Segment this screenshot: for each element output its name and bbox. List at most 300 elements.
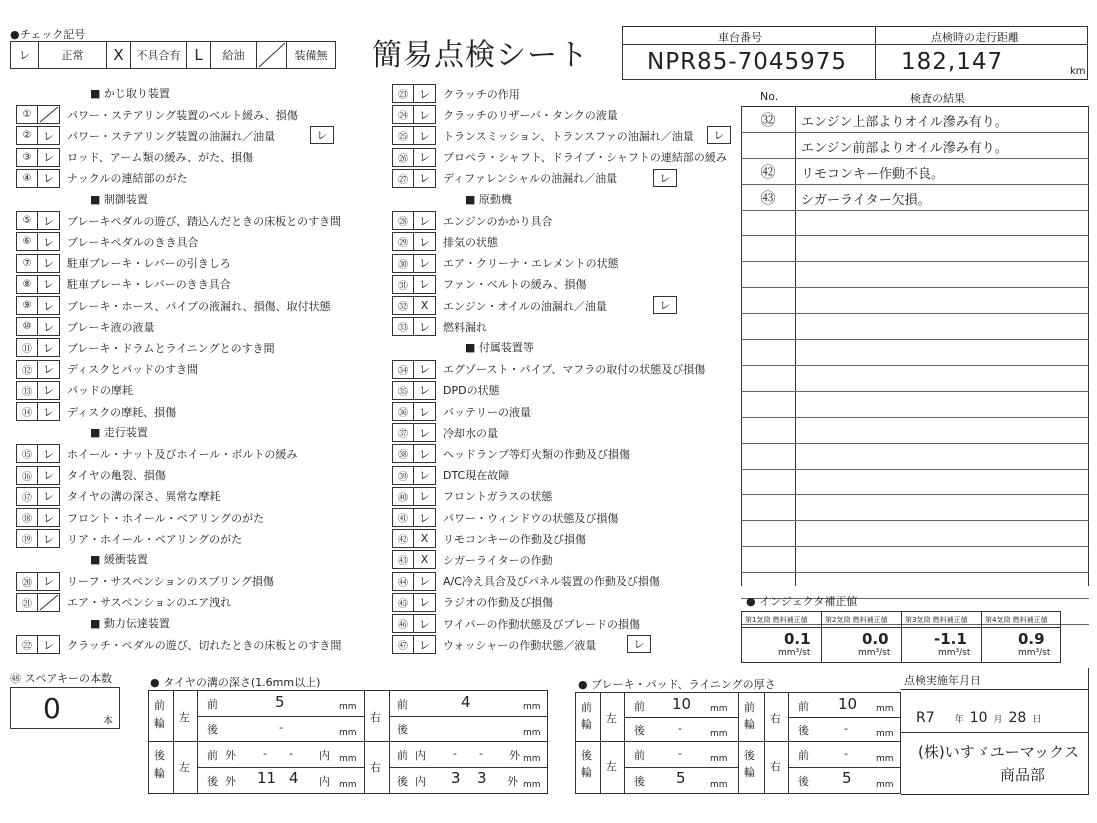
item-text: 燃料漏れ <box>443 320 487 334</box>
results-row <box>741 288 1089 314</box>
item-check-mark: レ <box>414 232 436 251</box>
item-text: ウォッシャーの作動状態／液量 <box>443 638 597 652</box>
results-row <box>741 470 1089 496</box>
results-row <box>741 159 1089 185</box>
spare-key-value: 0 <box>43 692 61 725</box>
brake-fl-back-value: - <box>678 722 682 735</box>
item-text: タイヤの溝の深さ、異常な摩耗 <box>67 490 221 504</box>
results-row <box>741 366 1089 392</box>
item-text: リーフ・サスペンションのスプリング損傷 <box>67 575 274 589</box>
item-number: ① <box>16 105 38 124</box>
mid-checklist-row <box>392 231 498 252</box>
item-text: ロッド、アーム類の緩み、がた、損傷 <box>67 151 254 165</box>
results-row <box>741 418 1089 444</box>
item-number: ㉔ <box>392 105 414 124</box>
tire-fl-side: 左 <box>179 711 190 724</box>
item-number: ⑫ <box>16 360 38 379</box>
item-check-mark: レ <box>414 275 436 294</box>
tire-front-label: 前輪 <box>154 699 165 730</box>
results-row <box>741 444 1089 470</box>
brake-rl-back-label: 後 <box>634 775 645 788</box>
tire-rr-front-outer-label: 外 <box>509 749 520 762</box>
company-name: (株)いすゞユーマックス <box>918 743 1079 761</box>
left-checklist-row <box>16 337 275 358</box>
item-text: ホイール・ナット及びホイール・ボルトの緩み <box>67 447 298 461</box>
tire-rl-back-mm: mm <box>339 780 357 790</box>
brake-rr-back-mm: mm <box>876 780 894 790</box>
tire-rr-back-mm: mm <box>523 780 541 790</box>
item-text: エグゾースト・パイプ、マフラの取付の状態及び損傷 <box>443 363 706 377</box>
item-check-mark: レ <box>38 275 60 294</box>
tire-rr-back-inner-label: 内 <box>415 775 426 788</box>
tire-fl-back-value: - <box>279 721 283 734</box>
item-number: ㉚ <box>392 254 414 273</box>
item-check-mark: レ <box>38 126 60 145</box>
mid-checklist-row <box>392 274 586 295</box>
date-day-unit: 日 <box>1032 715 1042 725</box>
item-number: ⑯ <box>16 466 38 485</box>
brake-fr-back-label: 後 <box>798 724 809 737</box>
injector-unit-3: mm³/st <box>938 648 971 658</box>
tire-rl-front-outer-value: - <box>263 747 267 760</box>
item-number: ㊵ <box>392 487 414 506</box>
injector-label-4: 第4気筒 燃料補正値 <box>985 616 1048 624</box>
tire-title: ● タイヤの溝の深さ(1.6mm以上) <box>150 676 321 689</box>
item-check-mark: レ <box>414 126 436 145</box>
mid-checklist-row <box>392 507 618 528</box>
item-check-mark: レ <box>414 614 436 633</box>
item-number: ⑨ <box>16 296 38 315</box>
item-number: ③ <box>16 148 38 167</box>
legend-box <box>10 41 336 69</box>
left-checklist-row <box>16 634 341 655</box>
item-check-mark: レ <box>414 360 436 379</box>
item-number: ㊸ <box>392 550 414 569</box>
results-row <box>741 340 1089 366</box>
item-check-mark: レ <box>38 444 60 463</box>
item-check-mark: レ <box>38 317 60 336</box>
results-row-no: ㉜ <box>760 110 776 129</box>
item-check-mark: レ <box>414 508 436 527</box>
left-section-heading: ■ 制御装置 <box>90 193 148 206</box>
mid-checklist-row <box>392 147 727 168</box>
tire-rr-back-inner-value: 3 <box>451 769 461 787</box>
item-check-mark: レ <box>414 317 436 336</box>
results-row <box>741 211 1089 237</box>
mid-checklist-row <box>392 465 509 486</box>
left-checklist-row <box>16 401 176 422</box>
brake-rl-front-mm: mm <box>710 754 728 764</box>
legend-label-oil: 給油 <box>211 42 257 68</box>
item-check-mark: レ <box>414 572 436 591</box>
distance-label: 点検時の走行距離 <box>931 31 1019 44</box>
item-number: ㊷ <box>392 529 414 548</box>
item-check-mark: レ <box>414 148 436 167</box>
date-label: 点検実施年月日 <box>904 674 981 687</box>
left-checklist-row <box>16 592 231 613</box>
tire-rl-front-label: 前 <box>207 749 218 762</box>
results-row <box>741 107 1089 133</box>
item-text: ブレーキ・ドラムとライニングとのすき間 <box>67 341 275 355</box>
brake-rl-front-label: 前 <box>634 749 645 762</box>
mid-checklist-row <box>392 104 618 125</box>
results-row-text: エンジン上部よりオイル滲み有り。 <box>801 115 1008 130</box>
item-number: ⑥ <box>16 232 38 251</box>
tire-rl-front-outer-label: 外 <box>225 749 236 762</box>
left-checklist-row <box>16 380 133 401</box>
brake-rr-back-label: 後 <box>798 775 809 788</box>
item-number: ⑬ <box>16 381 38 400</box>
injector-label-1: 第1気筒 燃料補正値 <box>745 616 808 624</box>
item-text: パワー・ステアリング装置のベルト緩み、損傷 <box>67 108 298 122</box>
item-text: ブレーキペダルの遊び、踏込んだときの床板とのすき間 <box>67 214 342 228</box>
item-text: リア・ホイール・ベアリングのがた <box>67 532 243 546</box>
item-number: ㊲ <box>392 423 414 442</box>
brake-fl-back-label: 後 <box>634 724 645 737</box>
mid-checklist-row <box>392 592 553 613</box>
item-text: 排気の状態 <box>443 235 498 249</box>
brake-table <box>575 692 901 794</box>
mid-checklist-row <box>392 295 607 316</box>
item-number: ⑭ <box>16 402 38 421</box>
results-row <box>741 133 1089 159</box>
legend-title: ●チェック記号 <box>10 28 86 41</box>
item-number: ㉗ <box>392 169 414 188</box>
tire-rr-front-outer-value: - <box>479 747 483 760</box>
tire-fl-back-label: 後 <box>207 723 218 736</box>
left-checklist-row <box>16 359 198 380</box>
item-number: ⑲ <box>16 529 38 548</box>
tire-rl-front-inner-value: - <box>289 747 293 760</box>
mid-checklist-row <box>392 316 487 337</box>
injector-value-3: -1.1 <box>934 630 967 648</box>
tire-rl-back-inner-label: 内 <box>319 775 330 788</box>
tire-rr-front-label: 前 <box>397 749 408 762</box>
injector-value-2: 0.0 <box>862 630 889 648</box>
mid-section-heading: ■ 付属装置等 <box>465 341 534 355</box>
brake-fr-front-mm: mm <box>876 704 894 714</box>
slash-icon <box>39 594 59 611</box>
injector-unit-1: mm³/st <box>778 648 811 658</box>
chassis-label: 車台番号 <box>718 31 762 44</box>
item-text: パワー・ウィンドウの状態及び損傷 <box>443 511 619 525</box>
brake-fl-front-value: 10 <box>672 695 692 713</box>
chassis-value: NPR85-7045975 <box>647 49 848 75</box>
item-text: エンジン・オイルの油漏れ／油量 <box>443 299 607 313</box>
tire-rl-back-inner-value: 4 <box>289 769 299 787</box>
item-check-mark: レ <box>38 381 60 400</box>
mid-checklist-row <box>392 401 531 422</box>
legend-symbol-ok: レ <box>11 42 39 68</box>
item-number: ㊻ <box>392 614 414 633</box>
results-row-text: リモコンキー作動不良。 <box>801 166 945 182</box>
injector-value-1: 0.1 <box>784 630 811 648</box>
results-row-text: エンジン前部よりオイル滲み有り。 <box>801 140 1008 156</box>
mid-checklist-row <box>392 210 552 231</box>
item-check-mark: レ <box>414 635 436 654</box>
item-text: ブレーキ・ホース、パイプの液漏れ、損傷、取付状態 <box>67 299 331 313</box>
item-text: シガーライターの作動 <box>443 553 553 567</box>
item-sub-check-mark: レ <box>707 126 731 144</box>
item-check-mark: レ <box>414 402 436 421</box>
brake-fl-front-mm: mm <box>710 704 728 714</box>
item-check-mark: レ <box>414 169 436 188</box>
spare-key-box <box>10 687 120 729</box>
legend-label-none: 装備無 <box>294 49 328 62</box>
tire-rear-label: 後輪 <box>154 749 165 780</box>
item-check-mark: レ <box>414 423 436 442</box>
item-text: フロント・ホイール・ベアリングのがた <box>67 511 265 525</box>
date-row <box>916 710 1041 726</box>
results-row <box>741 314 1089 340</box>
left-section-heading: ■ かじ取り装置 <box>90 87 170 100</box>
brake-rr-front-label: 前 <box>798 749 809 762</box>
tire-fr-back-label: 後 <box>397 723 408 736</box>
item-text: パワー・ステアリング装置の油漏れ／油量 <box>67 129 276 143</box>
spare-key-label: ㊽ スペアキーの本数 <box>10 672 113 685</box>
left-checklist-row <box>16 571 274 592</box>
tire-rl-back-label: 後 <box>207 775 218 788</box>
results-row <box>741 185 1089 211</box>
item-check-mark: レ <box>414 593 436 612</box>
results-row-text: シガーライター欠損。 <box>801 192 931 208</box>
tire-rr-back-label: 後 <box>397 775 408 788</box>
tire-rl-back-outer-value: 11 <box>257 769 277 787</box>
item-number: ④ <box>16 169 38 188</box>
tire-rl-side: 左 <box>179 761 190 774</box>
mid-section-heading: ■ 原動機 <box>465 193 512 206</box>
item-text: ラジオの作動及び損傷 <box>443 596 553 610</box>
item-sub-check-mark: レ <box>310 126 334 144</box>
injector-value-4: 0.9 <box>1018 630 1045 648</box>
item-number: ⑪ <box>16 338 38 357</box>
tire-rr-side: 右 <box>370 761 381 774</box>
left-checklist-row <box>16 443 297 464</box>
item-check-mark: レ <box>414 84 436 103</box>
mid-checklist-row <box>392 634 596 655</box>
item-text: DTC現在故障 <box>443 469 510 483</box>
item-check-mark: レ <box>38 529 60 548</box>
left-checklist-row <box>16 528 242 549</box>
legend-symbol-ng: X <box>107 42 131 68</box>
tire-fr-front-mm: mm <box>523 702 541 712</box>
injector-unit-2: mm³/st <box>858 648 891 658</box>
item-text: バッテリーの液量 <box>443 405 531 419</box>
item-number: ㉝ <box>392 317 414 336</box>
left-checklist-row <box>16 210 341 231</box>
item-text: トランスミッション、トランスファの油漏れ／油量 <box>443 129 694 143</box>
item-text: ディスクとパッドのすき間 <box>67 363 199 377</box>
item-check-mark: X <box>414 296 436 315</box>
item-number: ㉛ <box>392 275 414 294</box>
item-number: ㉘ <box>392 211 414 230</box>
left-section-heading: ■ 緩衝装置 <box>90 553 148 567</box>
left-checklist-row <box>16 316 155 337</box>
item-check-mark: X <box>414 529 436 548</box>
results-row-no <box>741 133 795 158</box>
item-text: エンジンのかかり具合 <box>443 214 553 228</box>
left-checklist-row <box>16 274 231 295</box>
brake-rr-wheel-label: 後輪 <box>744 749 755 779</box>
item-check-mark <box>38 593 60 612</box>
item-text: フロントガラスの状態 <box>443 490 553 504</box>
item-check-mark: レ <box>414 211 436 230</box>
item-text: プロペラ・シャフト、ドライブ・シャフトの連結部の緩み <box>443 151 727 165</box>
brake-rl-side: 左 <box>606 760 617 773</box>
results-row <box>741 496 1089 522</box>
tire-rr-back-outer-value: 3 <box>477 769 487 787</box>
mid-checklist-row <box>392 613 640 634</box>
item-number: ㉖ <box>392 148 414 167</box>
item-check-mark <box>38 105 60 124</box>
item-number: ⑳ <box>16 572 38 591</box>
item-text: クラッチの作用 <box>443 87 520 101</box>
brake-rr-side: 右 <box>770 760 781 773</box>
tire-fr-front-label: 前 <box>397 698 408 711</box>
item-number: ㊱ <box>392 402 414 421</box>
item-text: クラッチ・ペダルの遊び、切れたときの床板とのすき間 <box>67 638 342 652</box>
item-text: 冷却水の量 <box>443 426 498 440</box>
item-check-mark: レ <box>38 487 60 506</box>
item-text: タイヤの亀裂、損傷 <box>67 469 166 483</box>
brake-fl-wheel-label: 前輪 <box>581 701 592 731</box>
date-year-unit: 年 <box>954 715 964 725</box>
item-check-mark: レ <box>414 105 436 124</box>
page-title: 簡易点検シート <box>372 38 589 73</box>
item-number: ⑮ <box>16 444 38 463</box>
tire-fr-side: 右 <box>370 711 381 724</box>
brake-fr-front-value: 10 <box>838 695 858 713</box>
item-text: ディスクの摩耗、損傷 <box>67 405 177 419</box>
results-row-no: ㊸ <box>760 188 776 207</box>
item-number: ㉙ <box>392 232 414 251</box>
item-number: ⑱ <box>16 508 38 527</box>
mid-checklist-row <box>392 486 552 507</box>
brake-fr-side: 右 <box>770 712 781 725</box>
results-row <box>741 392 1089 418</box>
results-row <box>741 521 1089 547</box>
item-number: ㊺ <box>392 593 414 612</box>
tire-fl-front-value: 5 <box>275 693 285 711</box>
left-checklist-row <box>16 231 199 252</box>
left-section-heading: ■ 走行装置 <box>90 426 148 440</box>
item-check-mark: レ <box>414 487 436 506</box>
item-number: ㉟ <box>392 381 414 400</box>
brake-fl-front-label: 前 <box>634 700 645 713</box>
slash-icon <box>257 42 286 68</box>
left-checklist-row <box>16 465 166 486</box>
mid-checklist-row <box>392 528 586 549</box>
item-text: ディファレンシャルの油漏れ／油量 <box>443 172 618 186</box>
item-check-mark: レ <box>38 360 60 379</box>
item-check-mark: レ <box>38 466 60 485</box>
date-era: R7 <box>916 710 935 726</box>
legend-symbol-oil: L <box>187 42 211 68</box>
date-month: 10 <box>969 710 988 726</box>
slash-icon <box>39 106 59 123</box>
item-check-mark: レ <box>38 572 60 591</box>
tire-rl-front-mm: mm <box>339 754 357 764</box>
legend-label-ok: 正常 <box>39 42 107 68</box>
item-check-mark: レ <box>38 402 60 421</box>
item-text: エア・サスペンションのエア洩れ <box>67 596 232 610</box>
brake-fr-back-value: - <box>844 722 848 735</box>
item-text: ブレーキ液の液量 <box>67 320 155 334</box>
injector-table <box>741 611 1061 663</box>
item-number: ⑤ <box>16 211 38 230</box>
item-number: ㊹ <box>392 572 414 591</box>
mid-checklist-row <box>392 571 660 592</box>
tire-fr-back-mm: mm <box>523 728 541 738</box>
tire-fl-front-mm: mm <box>339 702 357 712</box>
brake-fr-front-label: 前 <box>798 700 809 713</box>
item-text: 駐車ブレーキ・レバーのきき具合 <box>67 278 231 292</box>
item-check-mark: レ <box>38 508 60 527</box>
item-check-mark: レ <box>38 338 60 357</box>
left-checklist-row <box>16 507 264 528</box>
item-sub-check-mark: レ <box>653 296 677 314</box>
brake-rr-front-mm: mm <box>876 754 894 764</box>
left-checklist-row <box>16 168 187 189</box>
item-text: ブレーキペダルのきき具合 <box>67 235 199 249</box>
item-text: クラッチのリザーバ・タンクの液量 <box>443 108 618 122</box>
mid-checklist-row <box>392 359 705 380</box>
item-check-mark: レ <box>38 254 60 273</box>
left-checklist-row <box>16 104 298 125</box>
item-number: ㉒ <box>16 635 38 654</box>
brake-rl-back-value: 5 <box>676 769 686 787</box>
item-sub-check-mark: レ <box>653 169 677 187</box>
item-check-mark: X <box>414 550 436 569</box>
item-text: リモコンキーの作動及び損傷 <box>443 532 586 546</box>
item-check-mark: レ <box>38 211 60 230</box>
item-check-mark: レ <box>38 148 60 167</box>
injector-title: ● インジェクタ補正値 <box>746 595 858 608</box>
brake-rr-back-value: 5 <box>842 769 852 787</box>
item-number: ㉑ <box>16 593 38 612</box>
item-text: A/C冷え具合及びパネル装置の作動及び損傷 <box>443 575 660 589</box>
mid-checklist-row <box>392 253 619 274</box>
item-text: ヘッドランプ等灯火類の作動及び損傷 <box>443 447 630 461</box>
item-text: ファン・ベルトの緩み、損傷 <box>443 278 587 292</box>
mid-checklist-row <box>392 422 498 443</box>
item-text: 駐車ブレーキ・レバーの引きしろ <box>67 257 231 271</box>
tire-rr-front-mm: mm <box>523 754 541 764</box>
item-check-mark: レ <box>414 466 436 485</box>
item-text: DPDの状態 <box>443 384 500 398</box>
injector-label-2: 第2気筒 燃料補正値 <box>825 616 888 624</box>
tire-table <box>148 690 548 794</box>
tire-fl-front-label: 前 <box>207 698 218 711</box>
results-header-no: No. <box>760 90 779 103</box>
company-dept: 商品部 <box>1000 766 1046 784</box>
legend-label-ng: 不具合有 <box>131 42 187 68</box>
tire-rr-front-inner-label: 内 <box>415 749 426 762</box>
item-check-mark: レ <box>414 254 436 273</box>
left-checklist-row <box>16 125 275 146</box>
brake-rl-back-mm: mm <box>710 780 728 790</box>
header-box <box>622 26 1088 80</box>
item-check-mark: レ <box>38 296 60 315</box>
tire-fr-front-value: 4 <box>461 693 471 711</box>
tire-rl-front-inner-label: 内 <box>319 749 330 762</box>
mid-checklist-row <box>392 168 617 189</box>
left-checklist-row <box>16 486 220 507</box>
item-number: ② <box>16 126 38 145</box>
results-row <box>741 262 1089 288</box>
legend-symbol-none <box>257 42 287 68</box>
left-section-heading: ■ 動力伝達装置 <box>90 617 170 630</box>
